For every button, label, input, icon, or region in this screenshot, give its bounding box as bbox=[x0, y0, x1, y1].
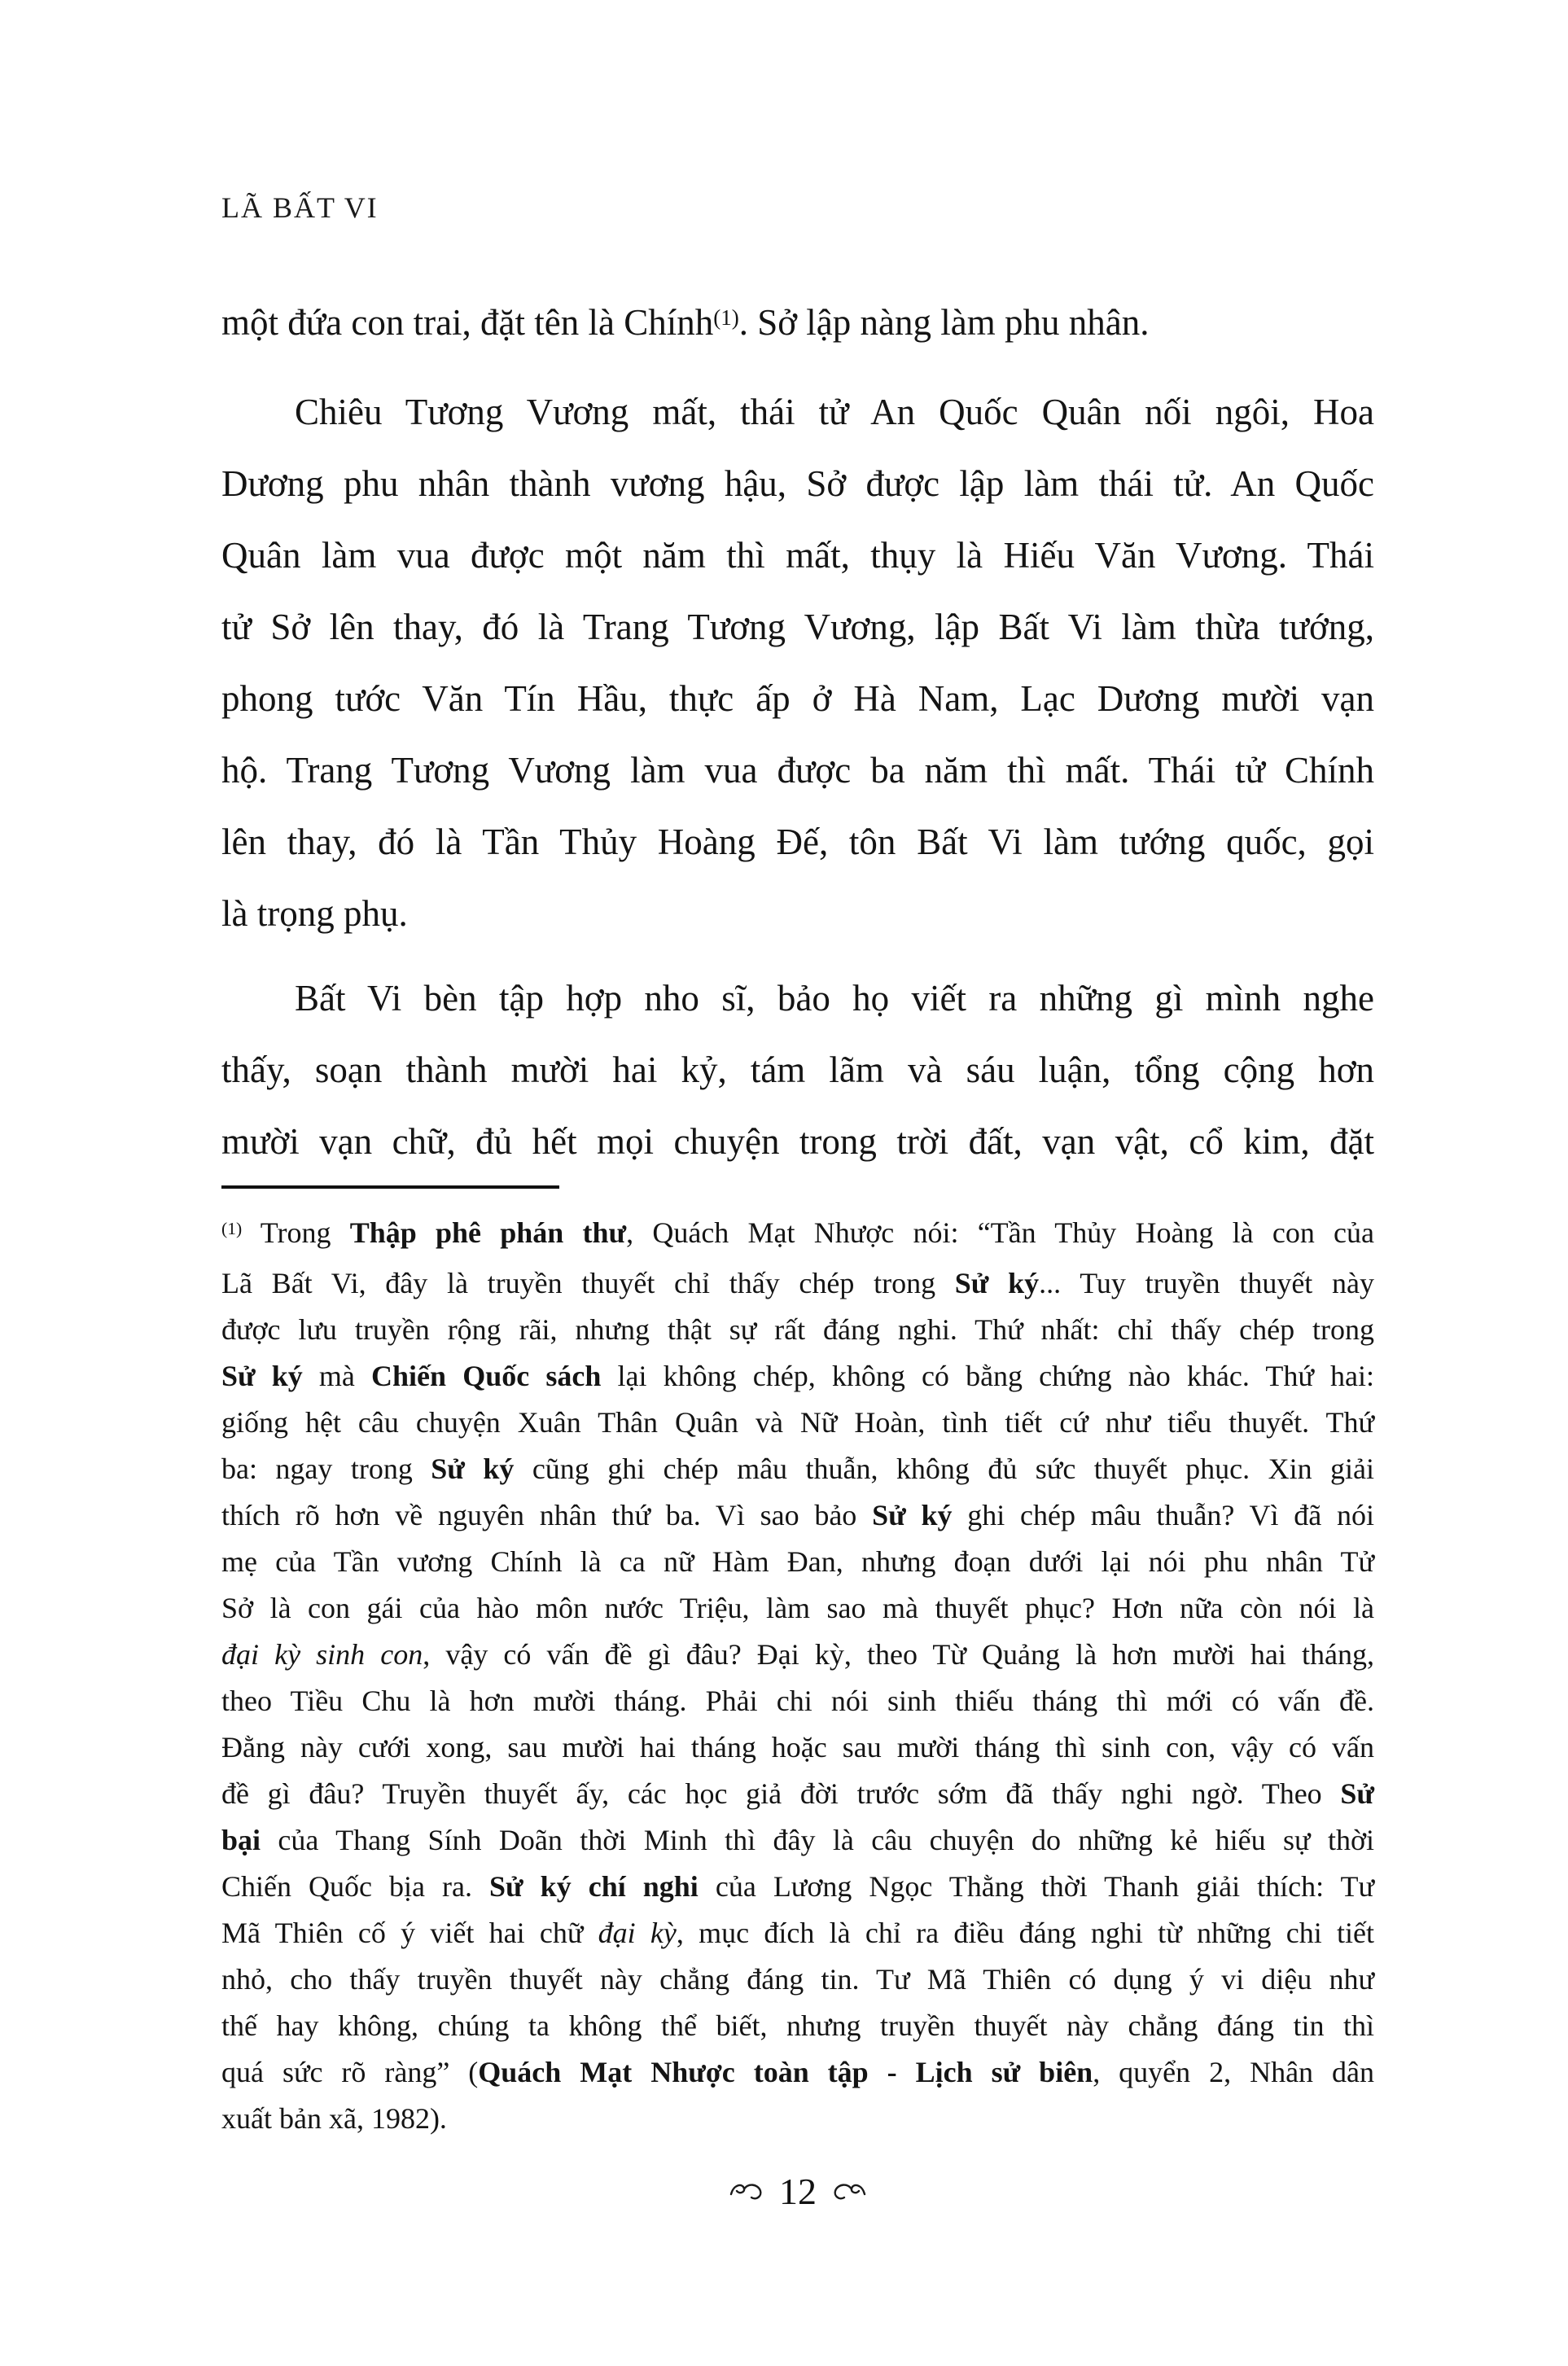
paragraph bbox=[221, 376, 1374, 949]
text-line: Sở là con gái của hào môn nước Triệu, làm sao mà thuyết phục? Hơn nữa còn nói là bbox=[221, 1592, 1374, 1624]
text-line: Chiến Quốc bịa ra. Sử ký chí nghi của Lương Ngọc Thằng thời Thanh giải thích: Tư bbox=[221, 1870, 1375, 1903]
text-line: thế hay không, chúng ta không thể biết, nhưng truyền thuyết này chẳng đáng tin thì bbox=[221, 2009, 1374, 2042]
text-line: Đằng này cưới xong, sau mười hai tháng hoặc sau mười tháng thì sinh con, vậy có vấn bbox=[221, 1731, 1374, 1764]
text-line: nhỏ, cho thấy truyền thuyết này chẳng đáng tin. Tư Mã Thiên có dụng ý vi diệu như bbox=[221, 1963, 1374, 1996]
text-line: xuất bản xã, 1982). bbox=[221, 2102, 447, 2135]
page-footer bbox=[221, 2169, 1374, 2215]
footnote-marker: (1) bbox=[221, 1219, 243, 1239]
text-line: đề gì đâu? Truyền thuyết ấy, các học giả đời trước sớm đã thấy nghi ngờ. Theo Sử bbox=[221, 1777, 1374, 1810]
text-line: thích rõ hơn về nguyên nhân thứ ba. Vì sao bảo Sử ký ghi chép mâu thuẫn? Vì đã nói bbox=[221, 1499, 1374, 1531]
text-line: $^{(1)}$ Trong Thập phê phán thư, Quách Mạt Nhược nói: “Tần Thủy Hoàng là con của bbox=[221, 1216, 1374, 1249]
text-line: quá sức rõ ràng” (Quách Mạt Nhược toàn tập - Lịch sử biên, quyển 2, Nhân dân bbox=[221, 2056, 1375, 2088]
text-line: Mã Thiên cố ý viết hai chữ đại kỳ, mục đích là chỉ ra điều đáng nghi từ những chi tiết bbox=[221, 1917, 1374, 1949]
page-number: 12 bbox=[779, 2171, 817, 2212]
text-line: là trọng phụ. bbox=[221, 893, 408, 934]
text-line: một đứa con trai, đặt tên là Chính$^{(1)}$. Sở lập nàng làm phu nhân. bbox=[221, 302, 1150, 343]
paragraph bbox=[221, 962, 1374, 1177]
page-content bbox=[221, 287, 1374, 2142]
text-line: lên thay, đó là Tần Thủy Hoàng Đế, tôn Bất Vi làm tướng quốc, gọi bbox=[221, 822, 1374, 862]
text-line: ba: ngay trong Sử ký cũng ghi chép mâu thuẫn, không đủ sức thuyết phục. Xin giải bbox=[221, 1452, 1375, 1485]
footnote-divider bbox=[221, 1185, 559, 1189]
footnote bbox=[221, 1210, 1374, 2142]
body-text bbox=[221, 287, 1374, 1177]
text-line: Dương phu nhân thành vương hậu, Sở được lập làm thái tử. An Quốc bbox=[221, 463, 1374, 504]
text-line: hộ. Trang Tương Vương làm vua được ba năm thì mất. Thái tử Chính bbox=[221, 750, 1374, 791]
text-line: được lưu truyền rộng rãi, nhưng thật sự rất đáng nghi. Thứ nhất: chỉ thấy chép trong bbox=[221, 1313, 1374, 1346]
text-line: mười vạn chữ, đủ hết mọi chuyện trong trời đất, vạn vật, cổ kim, đặt bbox=[221, 1121, 1374, 1162]
text-line: tử Sở lên thay, đó là Trang Tương Vương, lập Bất Vi làm thừa tướng, bbox=[221, 607, 1374, 647]
text-line: bại của Thang Sính Doãn thời Minh thì đây là câu chuyện do những kẻ hiếu sự thời bbox=[221, 1824, 1374, 1856]
fleuron-left-icon bbox=[729, 2180, 763, 2203]
text-line: Lã Bất Vi, đây là truyền thuyết chỉ thấy chép trong Sử ký... Tuy truyền thuyết này bbox=[221, 1267, 1374, 1299]
text-line: Bất Vi bèn tập hợp nho sĩ, bảo họ viết ra những gì mình nghe bbox=[295, 978, 1374, 1019]
text-line: thấy, soạn thành mười hai kỷ, tám lãm và sáu luận, tổng cộng hơn bbox=[221, 1049, 1374, 1090]
text-line: mẹ của Tần vương Chính là ca nữ Hàm Đan, nhưng đoạn dưới lại nói phu nhân Tử bbox=[221, 1545, 1374, 1578]
text-line: Quân làm vua được một năm thì mất, thụy là Hiếu Văn Vương. Thái bbox=[221, 535, 1374, 576]
text-line: giống hệt câu chuyện Xuân Thân Quân và Nữ Hoàn, tình tiết cứ như tiểu thuyết. Thứ bbox=[221, 1406, 1374, 1439]
running-head: LÃ BẤT VI bbox=[221, 191, 379, 224]
text-line: Sử ký mà Chiến Quốc sách lại không chép, không có bằng chứng nào khác. Thứ hai: bbox=[221, 1360, 1374, 1392]
text-line: đại kỳ sinh con, vậy có vấn đề gì đâu? Đại kỳ, theo Từ Quảng là hơn mười hai tháng, bbox=[221, 1638, 1374, 1671]
text-line: theo Tiều Chu là hơn mười tháng. Phải chi nói sinh thiếu tháng thì mới có vấn đề. bbox=[221, 1685, 1374, 1717]
text-line: Chiêu Tương Vương mất, thái tử An Quốc Quân nối ngôi, Hoa bbox=[295, 392, 1374, 432]
text-line: phong tước Văn Tín Hầu, thực ấp ở Hà Nam, Lạc Dương mười vạn bbox=[221, 678, 1374, 719]
footnote-marker: (1) bbox=[713, 305, 739, 330]
fleuron-right-icon bbox=[833, 2180, 867, 2203]
paragraph bbox=[221, 287, 1374, 363]
